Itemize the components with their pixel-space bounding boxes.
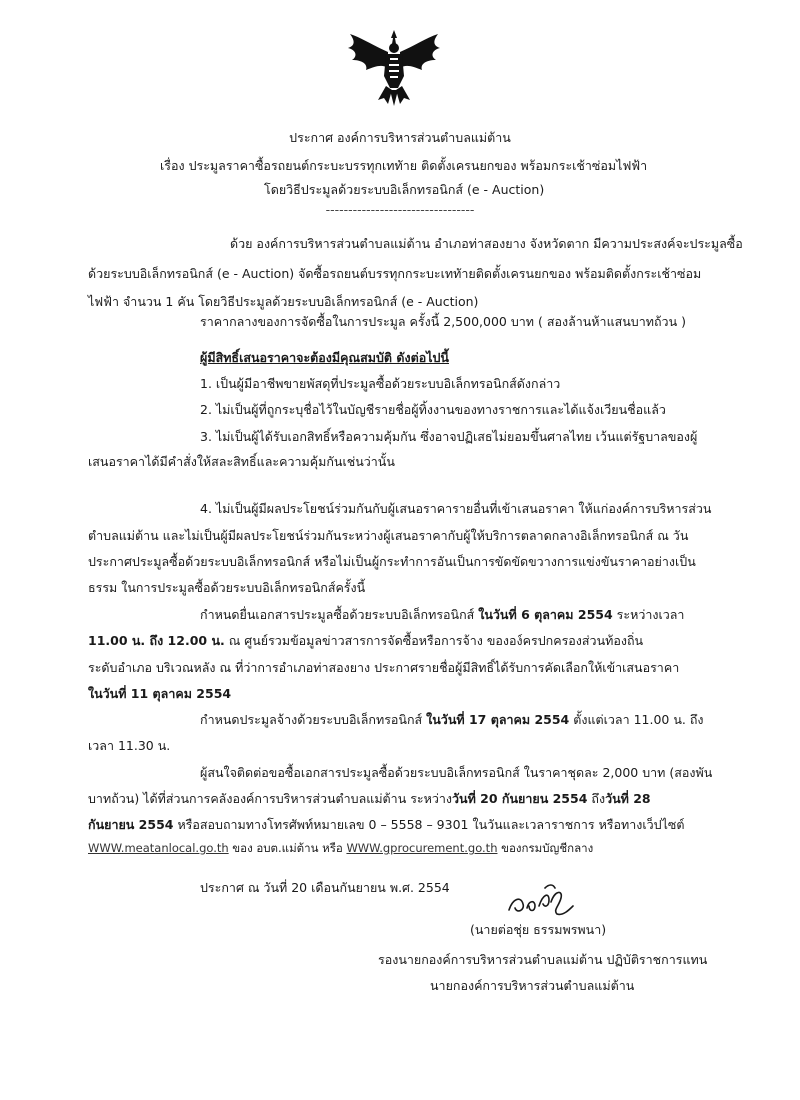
shortlist-date: ในวันที่ 11 ตุลาคม 2554 [88,686,232,701]
purchase-line-3: กันยายน 2554 หรือสอบถามทางโทรศัพท์หมายเลข 0 – 5558 – 9301 ในวันและเวลาราชการ หรือทางเว็ปไซต์ [88,817,685,832]
website-link-gprocurement[interactable]: WWW.gprocurement.go.th [346,841,498,855]
reference-price: ราคากลางของการจัดซื้อในการประมูล ครั้งนี้ 2,500,000 บาท ( สองล้านห้าแสนบาทถ้วน ) [200,314,686,329]
qualification-item-2: 2. ไม่เป็นผู้ที่ถูกระบุชื่อไว้ในบัญชีรายชื่อผู้ทิ้งงานของทางราชการและได้แจ้งเวียนชื่อแล้ว [200,402,666,417]
intro-line-3: ไฟฟ้า จำนวน 1 คัน โดยวิธีประมูลด้วยระบบอิเล็กทรอนิกส์ (e - Auction) [88,294,479,309]
qualification-item-3-cont: เสนอราคาได้มีคำสั่งให้สละสิทธิ์และความคุ้มกันเช่นว่านั้น [88,454,395,469]
signer-position-1: รองนายกองค์การบริหารส่วนตำบลแม่ต้าน ปฏิบัติราชการแทน [378,952,708,967]
announcement-date: ประกาศ ณ วันที่ 20 เดือนกันยายน พ.ศ. 2554 [200,880,450,895]
header-divider: --------------------------------- [325,202,475,217]
auction-line-1: กำหนดประมูลจ้างด้วยระบบอิเล็กทรอนิกส์ ในวันที่ 17 ตุลาคม 2554 ตั้งแต่เวลา 11.00 น. ถึง [200,712,704,727]
announcement-title: ประกาศ องค์การบริหารส่วนตำบลแม่ต้าน [289,130,511,145]
qualification-item-4-cont-2: ประกาศประมูลซื้อด้วยระบบอิเล็กทรอนิกส์ หรือไม่เป็นผู้กระทำการอันเป็นการขัดขัดขวางการแข่งขันราคาอย่างเป็น [88,554,696,569]
qualification-item-4-cont-3: ธรรม ในการประมูลซื้อด้วยระบบอิเล็กทรอนิกส์ครั้งนี้ [88,580,366,595]
signature-icon [505,880,577,920]
purchase-line-4: WWW.meatanlocal.go.th ของ อบต.แม่ต้าน หรือ WWW.gprocurement.go.th ของกรมบัญชีกลาง [88,841,594,855]
submission-line-2: 11.00 น. ถึง 12.00 น. ณ ศูนย์รวมข้อมูลข่าวสารการจัดซื้อหรือการจ้าง ขององ์ครปกครองส่วนท้องถิ่น [88,633,644,648]
intro-line-2: ด้วยระบบอิเล็กทรอนิกส์ (e - Auction) จัดซื้อรถยนต์บรรทุกกระบะเททัายติดตั้งเครนยกของ พร้อมติดตั้งกระเช้าซ่อม [88,266,702,281]
submission-line-3: ระดับอำเภอ บริเวณหลัง ณ ที่ว่าการอำเภอท่าสองยาง ประกาศรายชื่อผู้มีสิทธิ์ได้รับการคัดเลือกให้เข้าเสนอราคา [88,660,680,675]
intro-line-1: ด้วย องค์การบริหารส่วนตำบลแม่ต้าน อำเภอท่าสองยาง จังหวัดตาก มีความประสงค์จะประมูลซื้อ [230,236,743,251]
garuda-emblem-icon [344,28,444,108]
announcement-method: โดยวิธีประมูลด้วยระบบอิเล็กทรอนิกส์ (e - Auction) [264,182,545,197]
website-link-local[interactable]: WWW.meatanlocal.go.th [88,841,229,855]
signer-position-2: นายกองค์การบริหารส่วนตำบลแม่ต้าน [430,978,635,993]
signer-name: (นายต่อชุ่ย ธรรมพรพนา) [470,922,607,937]
purchase-line-1: ผู้สนใจติดต่อขอซื้อเอกสารประมูลซื้อด้วยระบบอิเล็กทรอนิกส์ ในราคาชุดละ 2,000 บาท (สองพัน [200,765,713,780]
qualification-item-4-cont-1: ตำบลแม่ต้าน และไม่เป็นผู้มีผลประโยชน์ร่วมกันระหว่างผู้เสนอราคากับผู้ให้บริการตลาดกลางอิเล็กทรอนิกส์ ณ วัน [88,528,689,543]
purchase-line-2: บาทถ้วน) ได้ที่ส่วนการคลังองค์การบริหารส่วนตำบลแม่ต้าน ระหว่างวันที่ 20 กันยายน 2554 ถึงวันที่ 28 [88,791,651,806]
auction-line-2: เวลา 11.30 น. [88,738,171,753]
qualification-item-1: 1. เป็นผู้มีอาชีพขายพัสดุที่ประมูลซื้อด้วยระบบอิเล็กทรอนิกส์ดังกล่าว [200,376,561,391]
announcement-subject: เรื่อง ประมูลราคาซื้อรถยนต์กระบะบรรทุกเททัาย ติดตั้งเครนยกของ พร้อมกระเช้าซ่อมไฟฟ้า [160,158,648,173]
qualifications-heading: ผู้มีสิทธิ์เสนอราคาจะต้องมีคุณสมบัติ ดังต่อไปนี้ [200,350,449,365]
qualification-item-3: 3. ไม่เป็นผู้ได้รับเอกสิทธิ์หรือความคุ้มกัน ซึ่งอาจปฏิเสธไม่ยอมขึ้นศาลไทย เว้นแต่รัฐบาลของผู้ [200,429,698,444]
submission-line-1: กำหนดยื่นเอกสารประมูลซื้อด้วยระบบอิเล็กทรอนิกส์ ในวันที่ 6 ตุลาคม 2554 ระหว่างเวลา [200,607,685,622]
qualification-item-4: 4. ไม่เป็นผู้มีผลประโยชน์ร่วมกันกับผู้เสนอราคารายอื่นที่เข้าเสนอราคา ให้แก่องค์การบริหารส่วน [200,501,712,516]
